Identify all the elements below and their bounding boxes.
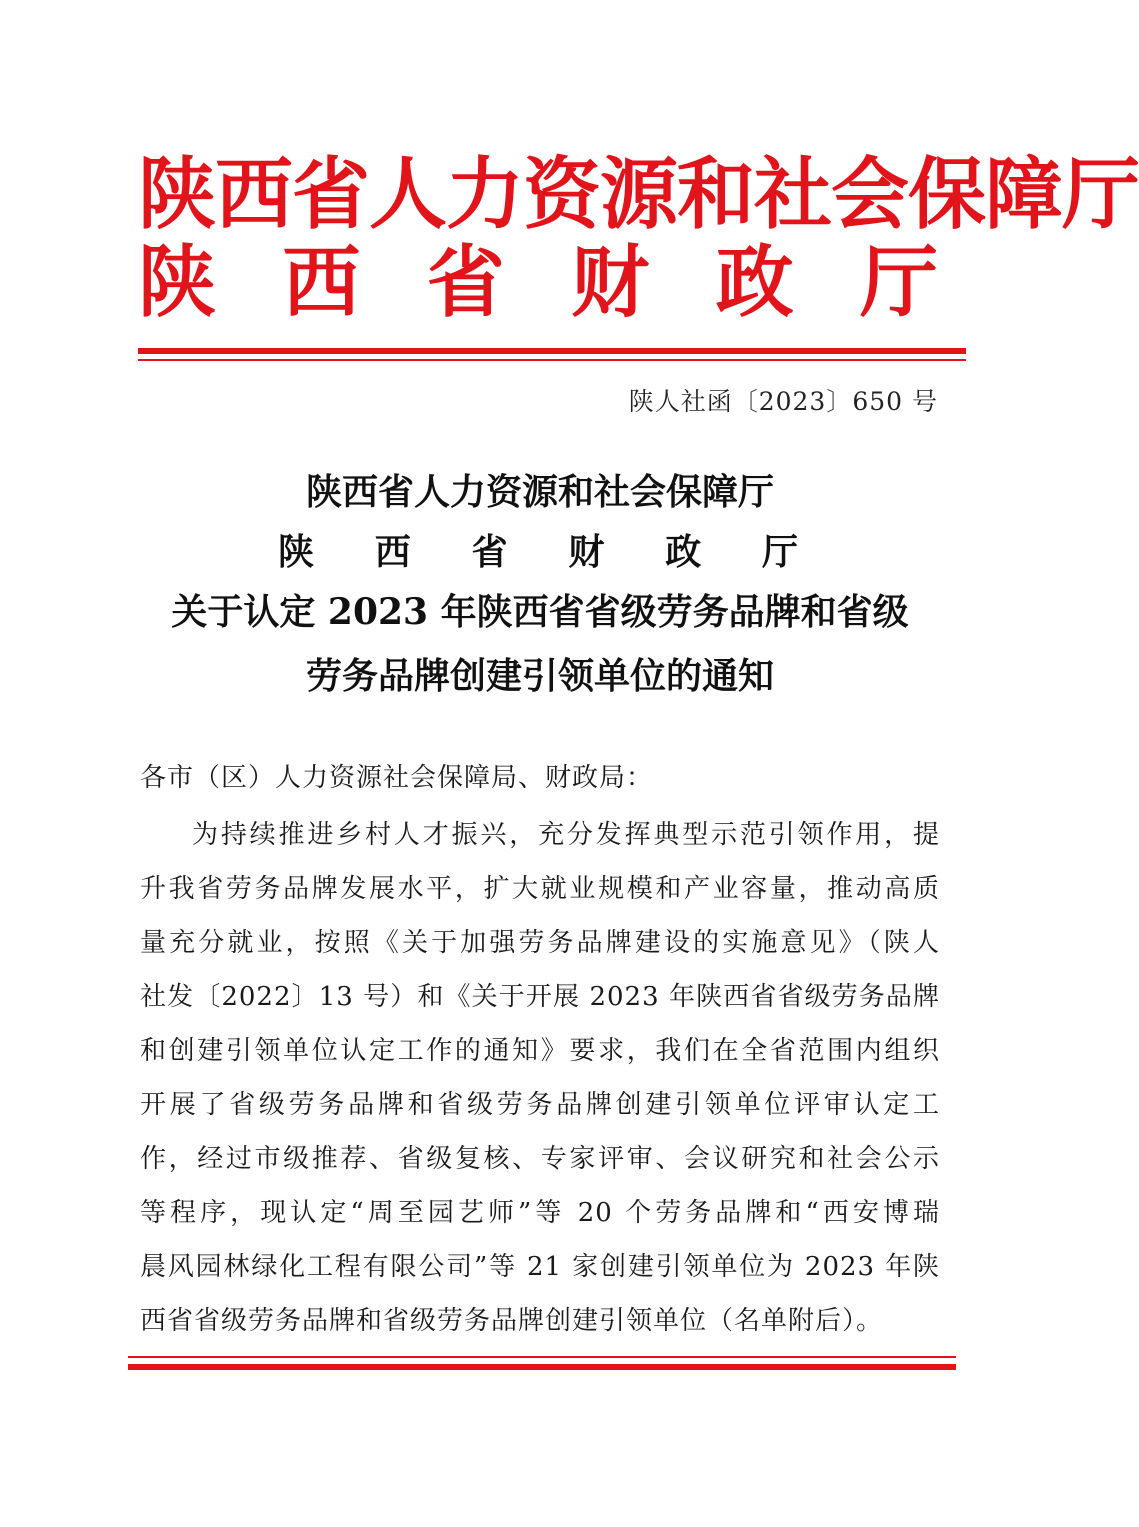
body-line: 作，经过市级推荐、省级复核、专家评审、会议研究和社会公示 xyxy=(140,1144,940,1174)
letterhead-char: 政 xyxy=(715,238,794,328)
bottom-red-rule-thin xyxy=(128,1356,956,1358)
title-char: 省 xyxy=(471,531,508,573)
body-line: 社发〔2022〕13 号）和《关于开展 2023 年陕西省省级劳务品牌 xyxy=(140,982,940,1012)
body-line: 等程序，现认定“周至园艺师”等 20 个劳务品牌和“西安博瑞 xyxy=(140,1198,940,1228)
body-line: 为持续推进乡村人才振兴，充分发挥典型示范引领作用，提 xyxy=(192,820,940,850)
letterhead-char: 财 xyxy=(571,238,650,328)
letterhead-char: 省 xyxy=(426,238,505,328)
body-line: 开展了省级劳务品牌和省级劳务品牌创建引领单位评审认定工 xyxy=(140,1090,940,1120)
body-line: 晨风园林绿化工程有限公司”等 21 家创建引领单位为 2023 年陕 xyxy=(140,1252,940,1282)
letterhead-char: 陕 xyxy=(138,238,217,328)
body-line: 升我省劳务品牌发展水平，扩大就业规模和产业容量，推动高质 xyxy=(140,874,940,904)
letterhead-char: 西 xyxy=(282,238,361,328)
title-char: 政 xyxy=(665,531,702,573)
title-char: 西 xyxy=(374,531,411,573)
document-number: 陕人社函〔2023〕650 号 xyxy=(628,387,938,416)
top-red-rule-thick xyxy=(138,348,966,354)
title-char: 厅 xyxy=(761,531,798,573)
title-line-2 xyxy=(278,526,798,578)
title-line-3: 关于认定 2023 年陕西省省级劳务品牌和省级 xyxy=(171,591,909,633)
body-line: 西省省级劳务品牌和省级劳务品牌创建引领单位（名单附后）。 xyxy=(140,1306,884,1336)
title-line-4: 劳务品牌创建引领单位的通知 xyxy=(305,655,774,697)
title-line-1: 陕西省人力资源和社会保障厅 xyxy=(305,471,774,513)
title-char: 陕 xyxy=(278,531,315,573)
title-char: 财 xyxy=(568,531,605,573)
bottom-red-rule-thick xyxy=(128,1364,956,1370)
body-paragraph xyxy=(140,808,940,1348)
body-line: 量充分就业，按照《关于加强劳务品牌建设的实施意见》（陕人 xyxy=(140,928,940,958)
salutation: 各市（区）人力资源社会保障局、财政局： xyxy=(140,763,654,793)
letterhead-line-2 xyxy=(138,236,938,330)
body-line: 和创建引领单位认定工作的通知》要求，我们在全省范围内组织 xyxy=(140,1036,940,1066)
letterhead-char: 厅 xyxy=(859,238,938,328)
top-red-rule-thin xyxy=(138,359,966,361)
letterhead-line-1: 陕西省人力资源和社会保障厅 xyxy=(138,150,1139,240)
